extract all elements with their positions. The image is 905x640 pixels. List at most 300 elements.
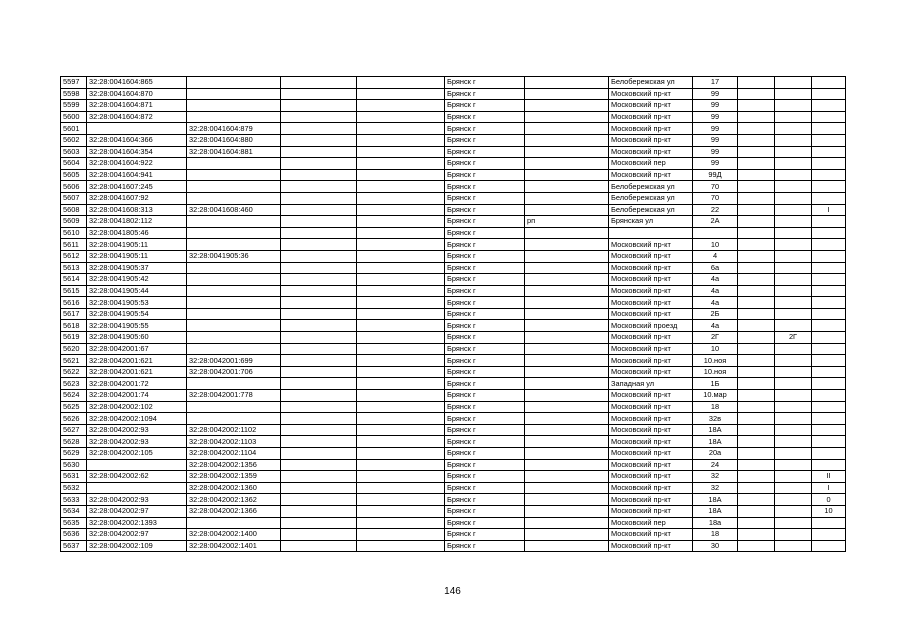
table-cell: Московский пр-кт xyxy=(609,413,693,425)
table-cell xyxy=(525,77,609,89)
table-row xyxy=(61,424,846,436)
table-cell: Брянск г xyxy=(445,88,525,100)
table-cell: 32:28:0042002:1360 xyxy=(187,482,281,494)
table-cell xyxy=(87,482,187,494)
table-cell xyxy=(775,378,812,390)
table-cell: Брянск г xyxy=(445,378,525,390)
table-cell xyxy=(525,250,609,262)
table-cell xyxy=(738,482,775,494)
table-cell: Московский пер xyxy=(609,517,693,529)
table-cell: Брянск г xyxy=(445,100,525,112)
table-cell: Брянск г xyxy=(445,448,525,460)
table-cell: Московский пр-кт xyxy=(609,146,693,158)
table-cell: I xyxy=(812,204,846,216)
table-cell xyxy=(738,366,775,378)
table-row xyxy=(61,355,846,367)
table-cell: Брянск г xyxy=(445,146,525,158)
table-cell xyxy=(525,390,609,402)
table-cell xyxy=(775,192,812,204)
table-cell xyxy=(738,181,775,193)
table-cell xyxy=(281,216,357,228)
table-cell xyxy=(357,111,445,123)
table-cell: 32:28:0041905:42 xyxy=(87,274,187,286)
table-cell: 32:28:0041607:92 xyxy=(87,192,187,204)
table-cell: 5628 xyxy=(61,436,87,448)
table-cell xyxy=(357,239,445,251)
table-cell xyxy=(525,448,609,460)
table-cell xyxy=(281,227,357,239)
table-cell: 32:28:0042001:74 xyxy=(87,390,187,402)
table-cell: Брянск г xyxy=(445,390,525,402)
table-cell: 5637 xyxy=(61,540,87,552)
table-cell: Московский пр-кт xyxy=(609,123,693,135)
table-row xyxy=(61,262,846,274)
table-cell: Брянск г xyxy=(445,343,525,355)
table-cell: 32:28:0042002:102 xyxy=(87,401,187,413)
table-cell: 5627 xyxy=(61,424,87,436)
table-cell xyxy=(187,274,281,286)
table-cell: 32:28:0042002:93 xyxy=(87,436,187,448)
table-cell: 32:28:0041604:872 xyxy=(87,111,187,123)
table-cell: 5618 xyxy=(61,320,87,332)
table-cell: Московский пр-кт xyxy=(609,424,693,436)
table-cell: Брянск г xyxy=(445,169,525,181)
table-cell: 5612 xyxy=(61,250,87,262)
table-cell xyxy=(812,413,846,425)
table-row xyxy=(61,297,846,309)
table-cell xyxy=(281,250,357,262)
table-cell xyxy=(775,262,812,274)
table-cell: 32:28:0042002:1359 xyxy=(187,471,281,483)
table-row xyxy=(61,216,846,228)
table-cell xyxy=(357,529,445,541)
table-cell xyxy=(812,239,846,251)
table-cell: 32:28:0042002:93 xyxy=(87,494,187,506)
table-cell xyxy=(812,77,846,89)
table-cell xyxy=(357,250,445,262)
table-cell: Брянск г xyxy=(445,250,525,262)
table-cell: 4а xyxy=(693,297,738,309)
table-cell: Брянск г xyxy=(445,424,525,436)
table-cell: 32:28:0042002:105 xyxy=(87,448,187,460)
table-cell xyxy=(738,505,775,517)
table-cell: Московский пр-кт xyxy=(609,366,693,378)
table-cell xyxy=(775,482,812,494)
table-cell xyxy=(187,378,281,390)
table-cell xyxy=(525,297,609,309)
table-cell xyxy=(525,308,609,320)
table-cell xyxy=(357,448,445,460)
table-cell xyxy=(738,239,775,251)
table-cell xyxy=(87,459,187,471)
table-cell xyxy=(281,448,357,460)
table-cell xyxy=(281,320,357,332)
table-cell: 32:28:0041608:313 xyxy=(87,204,187,216)
table-cell: Московский пр-кт xyxy=(609,482,693,494)
table-cell xyxy=(281,123,357,135)
table-cell xyxy=(281,297,357,309)
table-cell xyxy=(281,262,357,274)
table-cell xyxy=(357,77,445,89)
table-cell: Брянск г xyxy=(445,134,525,146)
table-cell: 5620 xyxy=(61,343,87,355)
table-cell xyxy=(812,285,846,297)
table-cell xyxy=(357,332,445,344)
table-cell: 5626 xyxy=(61,413,87,425)
table-cell xyxy=(812,517,846,529)
table-cell: 99 xyxy=(693,123,738,135)
table-cell xyxy=(357,134,445,146)
table-cell: 32:28:0042001:699 xyxy=(187,355,281,367)
table-row xyxy=(61,169,846,181)
table-cell xyxy=(775,134,812,146)
table-cell xyxy=(812,274,846,286)
table-cell xyxy=(187,227,281,239)
table-cell: 32:28:0042002:1393 xyxy=(87,517,187,529)
table-row xyxy=(61,146,846,158)
table-cell: 99 xyxy=(693,158,738,170)
table-cell xyxy=(187,100,281,112)
table-cell xyxy=(525,366,609,378)
table-cell: Брянск г xyxy=(445,262,525,274)
table-cell xyxy=(525,401,609,413)
table-cell xyxy=(738,517,775,529)
table-cell: 5632 xyxy=(61,482,87,494)
table-cell: 24 xyxy=(693,459,738,471)
table-cell: 5635 xyxy=(61,517,87,529)
table-cell xyxy=(812,366,846,378)
table-cell xyxy=(187,169,281,181)
table-cell xyxy=(775,239,812,251)
table-cell xyxy=(357,459,445,471)
table-cell xyxy=(281,401,357,413)
table-cell: 99 xyxy=(693,111,738,123)
table-cell: Брянская ул xyxy=(609,216,693,228)
table-cell: Брянск г xyxy=(445,181,525,193)
table-row xyxy=(61,111,846,123)
table-cell xyxy=(812,332,846,344)
page-number: 146 xyxy=(444,586,461,597)
table-cell xyxy=(187,181,281,193)
table-cell: Брянск г xyxy=(445,297,525,309)
table-cell xyxy=(281,204,357,216)
table-cell xyxy=(775,216,812,228)
table-cell xyxy=(812,320,846,332)
table-cell: Московский пр-кт xyxy=(609,285,693,297)
table-cell xyxy=(738,169,775,181)
table-row xyxy=(61,471,846,483)
table-cell xyxy=(357,424,445,436)
table-cell: 5608 xyxy=(61,204,87,216)
table-cell: рп xyxy=(525,216,609,228)
table-cell xyxy=(281,390,357,402)
table-cell xyxy=(281,436,357,448)
table-cell xyxy=(281,471,357,483)
table-cell xyxy=(281,192,357,204)
table-cell: Брянск г xyxy=(445,320,525,332)
table-cell xyxy=(775,111,812,123)
table-cell xyxy=(357,297,445,309)
table-row xyxy=(61,227,846,239)
table-cell: Белобережская ул xyxy=(609,181,693,193)
table-cell xyxy=(812,169,846,181)
table-cell xyxy=(775,77,812,89)
table-cell: 5630 xyxy=(61,459,87,471)
table-cell xyxy=(357,308,445,320)
table-cell: 5622 xyxy=(61,366,87,378)
table-cell xyxy=(775,100,812,112)
table-cell: 18 xyxy=(693,529,738,541)
table-cell: 5629 xyxy=(61,448,87,460)
table-cell xyxy=(281,459,357,471)
table-cell xyxy=(738,494,775,506)
table-cell: 32:28:0041905:11 xyxy=(87,250,187,262)
table-cell xyxy=(693,227,738,239)
table-row xyxy=(61,517,846,529)
table-cell: Брянск г xyxy=(445,192,525,204)
table-cell xyxy=(357,216,445,228)
table-cell xyxy=(357,227,445,239)
table-cell xyxy=(281,239,357,251)
table-cell xyxy=(812,297,846,309)
table-row xyxy=(61,401,846,413)
table-row xyxy=(61,343,846,355)
table-cell: Брянск г xyxy=(445,239,525,251)
table-cell: Московский пр-кт xyxy=(609,274,693,286)
table-cell xyxy=(281,169,357,181)
table-row xyxy=(61,192,846,204)
table-cell: 99 xyxy=(693,88,738,100)
table-cell: Брянск г xyxy=(445,529,525,541)
table-cell xyxy=(357,378,445,390)
table-cell xyxy=(775,529,812,541)
table-cell xyxy=(738,250,775,262)
table-cell xyxy=(812,134,846,146)
table-cell xyxy=(738,134,775,146)
table-cell xyxy=(812,540,846,552)
table-cell: 4а xyxy=(693,285,738,297)
table-cell: Брянск г xyxy=(445,274,525,286)
table-cell: Западная ул xyxy=(609,378,693,390)
table-cell: Брянск г xyxy=(445,111,525,123)
table-cell xyxy=(775,436,812,448)
table-cell: Брянск г xyxy=(445,77,525,89)
table-cell xyxy=(525,262,609,274)
table-row xyxy=(61,390,846,402)
table-cell: 5615 xyxy=(61,285,87,297)
table-cell: Брянск г xyxy=(445,204,525,216)
table-cell: 32:28:0042002:62 xyxy=(87,471,187,483)
table-cell: 32:28:0041604:870 xyxy=(87,88,187,100)
table-cell: 70 xyxy=(693,181,738,193)
table-cell: 5606 xyxy=(61,181,87,193)
table-body xyxy=(61,77,846,552)
table-cell xyxy=(357,123,445,135)
table-row xyxy=(61,123,846,135)
table-cell: 32:28:0042001:778 xyxy=(187,390,281,402)
table-cell: 32:28:0042002:1400 xyxy=(187,529,281,541)
table-cell: 70 xyxy=(693,192,738,204)
table-cell: Московский проезд xyxy=(609,320,693,332)
table-cell xyxy=(187,111,281,123)
table-cell: Московский пр-кт xyxy=(609,239,693,251)
table-cell: 10 xyxy=(693,343,738,355)
table-cell xyxy=(812,262,846,274)
table-row xyxy=(61,239,846,251)
table-row xyxy=(61,320,846,332)
table-cell xyxy=(738,448,775,460)
table-cell: Московский пр-кт xyxy=(609,100,693,112)
table-cell xyxy=(525,529,609,541)
table-cell: Московский пр-кт xyxy=(609,111,693,123)
table-cell: Московский пр-кт xyxy=(609,505,693,517)
table-cell: 32:28:0041905:55 xyxy=(87,320,187,332)
table-cell: 5621 xyxy=(61,355,87,367)
table-cell xyxy=(738,297,775,309)
table-row xyxy=(61,88,846,100)
table-cell xyxy=(281,274,357,286)
table-cell xyxy=(775,181,812,193)
table-cell xyxy=(187,262,281,274)
table-row xyxy=(61,181,846,193)
table-cell xyxy=(812,216,846,228)
table-row xyxy=(61,482,846,494)
table-cell: 32:28:0041604:865 xyxy=(87,77,187,89)
table-cell: 18 xyxy=(693,401,738,413)
table-cell xyxy=(187,343,281,355)
table-cell xyxy=(281,413,357,425)
table-cell xyxy=(738,320,775,332)
table-cell: 5607 xyxy=(61,192,87,204)
table-cell xyxy=(775,401,812,413)
table-cell xyxy=(812,378,846,390)
table-cell: 5624 xyxy=(61,390,87,402)
table-cell xyxy=(812,158,846,170)
table-cell xyxy=(281,181,357,193)
table-cell: Московский пр-кт xyxy=(609,250,693,262)
table-cell: 5636 xyxy=(61,529,87,541)
table-cell xyxy=(281,111,357,123)
table-cell: 32:28:0042001:72 xyxy=(87,378,187,390)
table-cell xyxy=(812,181,846,193)
table-row xyxy=(61,332,846,344)
table-cell: 5614 xyxy=(61,274,87,286)
table-cell: 32:28:0042002:1104 xyxy=(187,448,281,460)
table-row xyxy=(61,366,846,378)
table-cell: 32:28:0041604:941 xyxy=(87,169,187,181)
table-cell xyxy=(525,505,609,517)
table-cell: 32:28:0042001:621 xyxy=(87,366,187,378)
table-cell: Московский пр-кт xyxy=(609,529,693,541)
table-cell xyxy=(775,517,812,529)
table-cell: 32:28:0041604:366 xyxy=(87,134,187,146)
table-cell: 32:28:0041905:44 xyxy=(87,285,187,297)
table-cell xyxy=(775,285,812,297)
table-cell xyxy=(812,146,846,158)
table-cell xyxy=(812,88,846,100)
table-cell: 32:28:0042002:1362 xyxy=(187,494,281,506)
table-cell xyxy=(357,88,445,100)
table-row xyxy=(61,77,846,89)
table-cell xyxy=(281,88,357,100)
table-cell: 32:28:0042002:1102 xyxy=(187,424,281,436)
table-cell xyxy=(738,262,775,274)
table-cell xyxy=(525,100,609,112)
table-cell xyxy=(187,77,281,89)
table-cell xyxy=(775,471,812,483)
table-cell xyxy=(812,436,846,448)
table-cell: Московский пер xyxy=(609,158,693,170)
table-cell: II xyxy=(812,471,846,483)
table-cell: Московский пр-кт xyxy=(609,332,693,344)
table-cell: 32:28:0041905:37 xyxy=(87,262,187,274)
table-row xyxy=(61,529,846,541)
table-cell xyxy=(187,332,281,344)
table-cell: 30 xyxy=(693,540,738,552)
table-row xyxy=(61,158,846,170)
table-cell xyxy=(357,540,445,552)
table-cell xyxy=(187,320,281,332)
table-cell: 5633 xyxy=(61,494,87,506)
table-cell xyxy=(281,285,357,297)
table-row xyxy=(61,436,846,448)
table-cell xyxy=(357,181,445,193)
table-cell xyxy=(525,123,609,135)
table-cell xyxy=(525,192,609,204)
table-cell xyxy=(357,355,445,367)
table-cell xyxy=(525,459,609,471)
table-cell xyxy=(187,88,281,100)
table-cell xyxy=(357,494,445,506)
table-cell xyxy=(738,111,775,123)
table-cell: 32:28:0041905:54 xyxy=(87,308,187,320)
table-cell xyxy=(525,355,609,367)
table-cell: Брянск г xyxy=(445,366,525,378)
table-cell: Брянск г xyxy=(445,308,525,320)
table-cell xyxy=(738,192,775,204)
table-cell xyxy=(525,285,609,297)
table-cell: 5631 xyxy=(61,471,87,483)
table-row xyxy=(61,494,846,506)
table-cell xyxy=(281,540,357,552)
table-cell xyxy=(281,424,357,436)
table-cell xyxy=(281,332,357,344)
table-cell xyxy=(525,111,609,123)
table-cell xyxy=(738,285,775,297)
table-cell xyxy=(775,88,812,100)
table-cell: Московский пр-кт xyxy=(609,343,693,355)
table-cell xyxy=(525,227,609,239)
table-cell xyxy=(357,482,445,494)
table-cell xyxy=(609,227,693,239)
table-cell: 1Б xyxy=(693,378,738,390)
table-cell xyxy=(812,424,846,436)
table-cell xyxy=(738,100,775,112)
table-cell xyxy=(738,424,775,436)
table-cell xyxy=(775,448,812,460)
table-cell xyxy=(187,192,281,204)
table-cell xyxy=(281,308,357,320)
table-cell xyxy=(87,123,187,135)
table-cell: 5610 xyxy=(61,227,87,239)
table-cell: 32:28:0042002:1103 xyxy=(187,436,281,448)
table-cell xyxy=(738,216,775,228)
table-cell xyxy=(775,390,812,402)
table-cell xyxy=(738,355,775,367)
table-cell: Брянск г xyxy=(445,401,525,413)
table-cell: Брянск г xyxy=(445,227,525,239)
table-cell: 10 xyxy=(812,505,846,517)
